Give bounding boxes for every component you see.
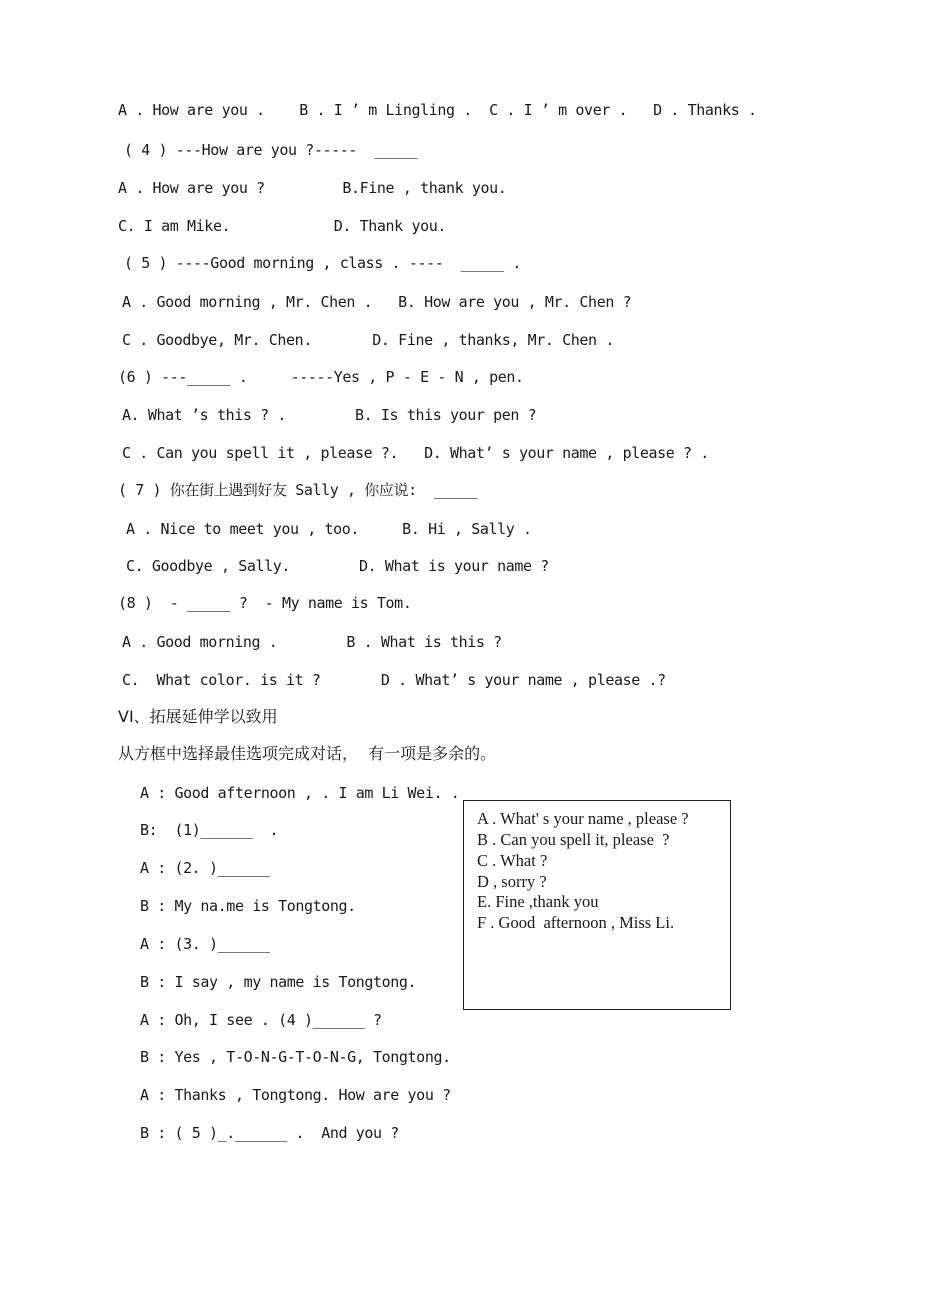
- dialogue-line: A : Thanks , Tongtong. How are you ?: [140, 1086, 451, 1104]
- q8-stem: (8 ) - _____ ? - My name is Tom.: [118, 594, 412, 612]
- q3-options: A . How are you . B . I ’ m Lingling . C . I ’ m over . D . Thanks .: [118, 101, 757, 119]
- dialogue-line: A : (2. )______: [140, 859, 270, 877]
- q5-options-cd: C . Goodbye, Mr. Chen. D. Fine , thanks, Mr. Chen .: [122, 331, 614, 349]
- dialogue-line: B : I say , my name is Tongtong.: [140, 973, 417, 991]
- option-item: B . Can you spell it, please ?: [477, 830, 670, 849]
- q7-options-cd: C. Goodbye , Sally. D. What is your name ?: [126, 557, 549, 575]
- option-item: C . What ?: [477, 851, 548, 870]
- dialogue-line: B : My na.me is Tongtong.: [140, 897, 356, 915]
- option-item: A . What' s your name , please ?: [477, 809, 689, 828]
- dialogue-line: A : Good afternoon , . I am Li Wei. .: [140, 784, 460, 802]
- q6-stem: (6 ) ---_____ . -----Yes , P - E - N , pen.: [118, 368, 524, 386]
- q4-options-ab: A . How are you ? B.Fine , thank you.: [118, 179, 507, 197]
- dialogue-line: B : Yes , T-O-N-G-T-O-N-G, Tongtong.: [140, 1048, 451, 1066]
- option-item: D , sorry ?: [477, 872, 547, 891]
- q8-options-ab: A . Good morning . B . What is this ?: [122, 633, 502, 651]
- q4-stem: ( 4 ) ---How are you ?----- _____: [124, 141, 418, 159]
- q7-options-ab: A . Nice to meet you , too. B. Hi , Sally .: [126, 520, 532, 538]
- dialogue-line: A : Oh, I see . (4 )______ ?: [140, 1011, 382, 1029]
- q6-options-cd: C . Can you spell it , please ?. D. What’ s your name , please ? .: [122, 444, 709, 462]
- q6-options-ab: A. What ’s this ? . B. Is this your pen ?: [122, 406, 537, 424]
- q7-stem: ( 7 ) 你在街上遇到好友 Sally , 你应说: _____: [118, 481, 478, 499]
- section-vi-instruction: 从方框中选择最佳选项完成对话， 有一项是多余的。: [118, 744, 497, 763]
- q5-stem: ( 5 ) ----Good morning , class . ---- _____ .: [124, 254, 522, 272]
- option-item: E. Fine ,thank you: [477, 892, 599, 911]
- option-box: [463, 800, 731, 1010]
- q5-options-ab: A . Good morning , Mr. Chen . B. How are you , Mr. Chen ?: [122, 293, 632, 311]
- q8-options-cd: C. What color. is it ? D . What’ s your name , please .?: [122, 671, 666, 689]
- q4-options-cd: C. I am Mike. D. Thank you.: [118, 217, 446, 235]
- section-vi-heading: VI、拓展延伸学以致用: [118, 707, 278, 726]
- option-item: F . Good afternoon , Miss Li.: [477, 913, 675, 932]
- dialogue-line: B: (1)______ .: [140, 821, 279, 839]
- dialogue-line: B : ( 5 )_.______ . And you ?: [140, 1124, 399, 1142]
- dialogue-line: A : (3. )______: [140, 935, 270, 953]
